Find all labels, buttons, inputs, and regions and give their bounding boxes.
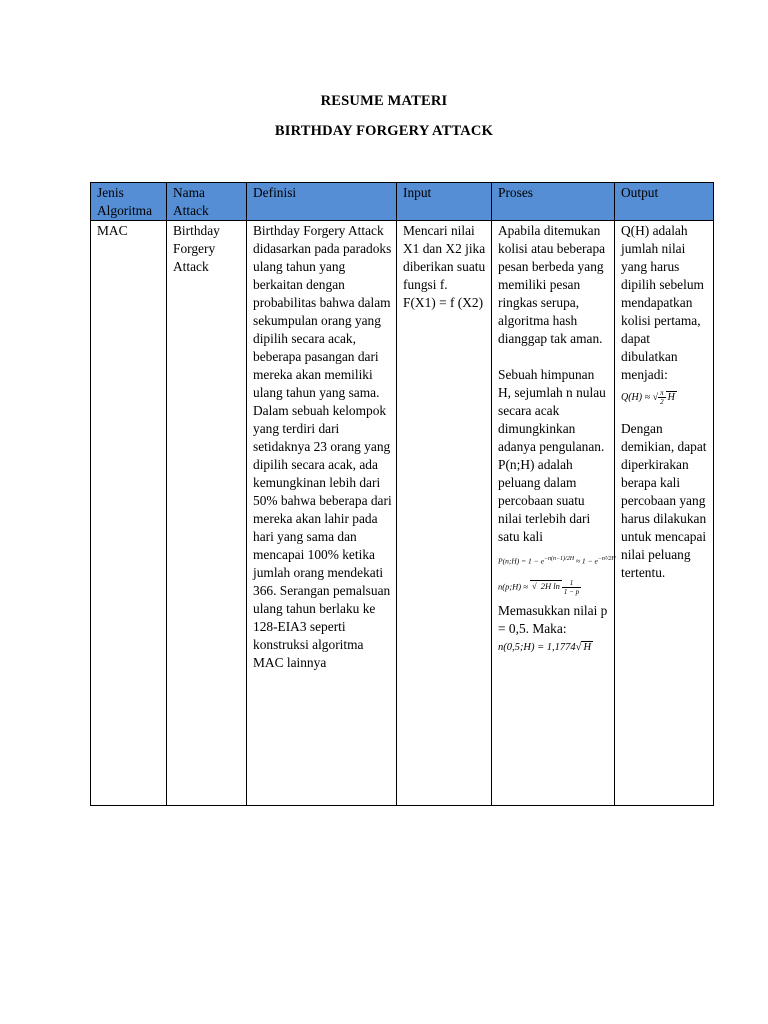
formula-q-fraction [658, 389, 666, 406]
page-subtitle: BIRTHDAY FORGERY ATTACK [274, 123, 494, 139]
formula-result-left: n(0,5;H) = 1,1774 [498, 641, 576, 653]
probability-formula [498, 554, 616, 567]
header-definisi: Definisi [247, 183, 397, 221]
spacer [498, 348, 610, 366]
formula-n-fraction [562, 579, 581, 596]
input-formula: F(X1) = f (X2) [403, 295, 484, 310]
cell-proses [492, 221, 615, 806]
formula-p-text: P(n;H) = 1 − e [498, 556, 544, 566]
header-proses: Proses [492, 183, 615, 221]
formula-q-denominator: 2 [660, 398, 664, 407]
output-paragraph-1: Q(H) adalah jumlah nilai yang harus dipilih sebelum mendapatkan kolisi pertama, dapat dibulatkan menjadi: [621, 223, 704, 382]
summary-table [90, 182, 714, 806]
header-jenis-algoritma: Jenis Algoritma [91, 183, 167, 221]
table-header-row [91, 183, 714, 221]
proses-paragraph-3: Memasukkan nilai p = 0,5. Maka: [498, 602, 608, 636]
formula-p-exponent-2: −n²/2H [597, 556, 616, 562]
formula-p-exponent-1: −n(n−1)/2H [543, 556, 575, 562]
sqrt-symbol: √ [652, 392, 659, 403]
formula-q-numerator: π [660, 389, 664, 398]
formula-n-denominator: 1 − p [563, 587, 580, 596]
formula-q-left: Q(H) ≈ [621, 392, 653, 403]
cell-nama: Birthday Forgery Attack [167, 221, 247, 806]
formula-p-mid: ≈ 1 − e [574, 556, 598, 566]
proses-paragraph-2: Sebuah himpunan H, sejumlah n nulau secara acak dimungkinkan adanya pengulanan. P(n;H) adalah peluang dalam percobaan suatu nilai terlebih dari satu kali [498, 367, 606, 544]
page-title: RESUME MATERI [320, 93, 448, 109]
formula-n-left: n(p;H) ≈ [498, 580, 531, 591]
table-row [91, 221, 714, 806]
n-formula [498, 579, 610, 596]
formula-n-numerator: 1 [562, 579, 581, 588]
cell-input [397, 221, 492, 806]
sqrt-symbol: √ [532, 580, 537, 591]
cell-jenis: MAC [91, 221, 167, 806]
header-output: Output [615, 183, 714, 221]
q-formula [621, 388, 709, 408]
header-input: Input [397, 183, 492, 221]
header-nama-attack: Nama Attack [167, 183, 247, 221]
formula-result-radicand: H [583, 641, 592, 653]
input-text: Mencari nilai X1 dan X2 jika diberikan suatu fungsi f. [403, 223, 486, 292]
result-formula [498, 638, 610, 658]
output-paragraph-2: Dengan demikian, dapat diperkirakan berapa kali percobaan yang harus dilakukan untuk mencapai nilai peluang tertentu. [621, 421, 707, 580]
formula-n-radicand: 2H ln [540, 580, 560, 591]
cell-output [615, 221, 714, 806]
cell-definisi: Birthday Forgery Attack didasarkan pada paradoks ulang tahun yang berkaitan dengan probabilitas bahwa dalam sekumpulan orang yang dipilih secara acak, beberapa pasangan dari mereka akan memiliki ulang tahun yang sama. Dalam sebuah kelompok yang terdiri dari setidaknya 23 orang yang dipilih secara acak, ada kemungkinan lebih dari 50% bahwa beberapa dari mereka akan lahir pada hari yang sama dan mencapai 100% ketika jumlah orang mendekati 366. Serangan pemalsuan ulang tahun berlaku ke 128-EIA3 seperti konstruksi algoritma MAC lainnya [247, 221, 397, 806]
sqrt-symbol: √ [575, 641, 582, 653]
formula-q-radicand: H [667, 392, 675, 403]
proses-paragraph-1: Apabila ditemukan kolisi atau beberapa pesan berbeda yang memiliki pesan ringkas serupa, algoritma hash dianggap tak aman. [498, 223, 606, 346]
